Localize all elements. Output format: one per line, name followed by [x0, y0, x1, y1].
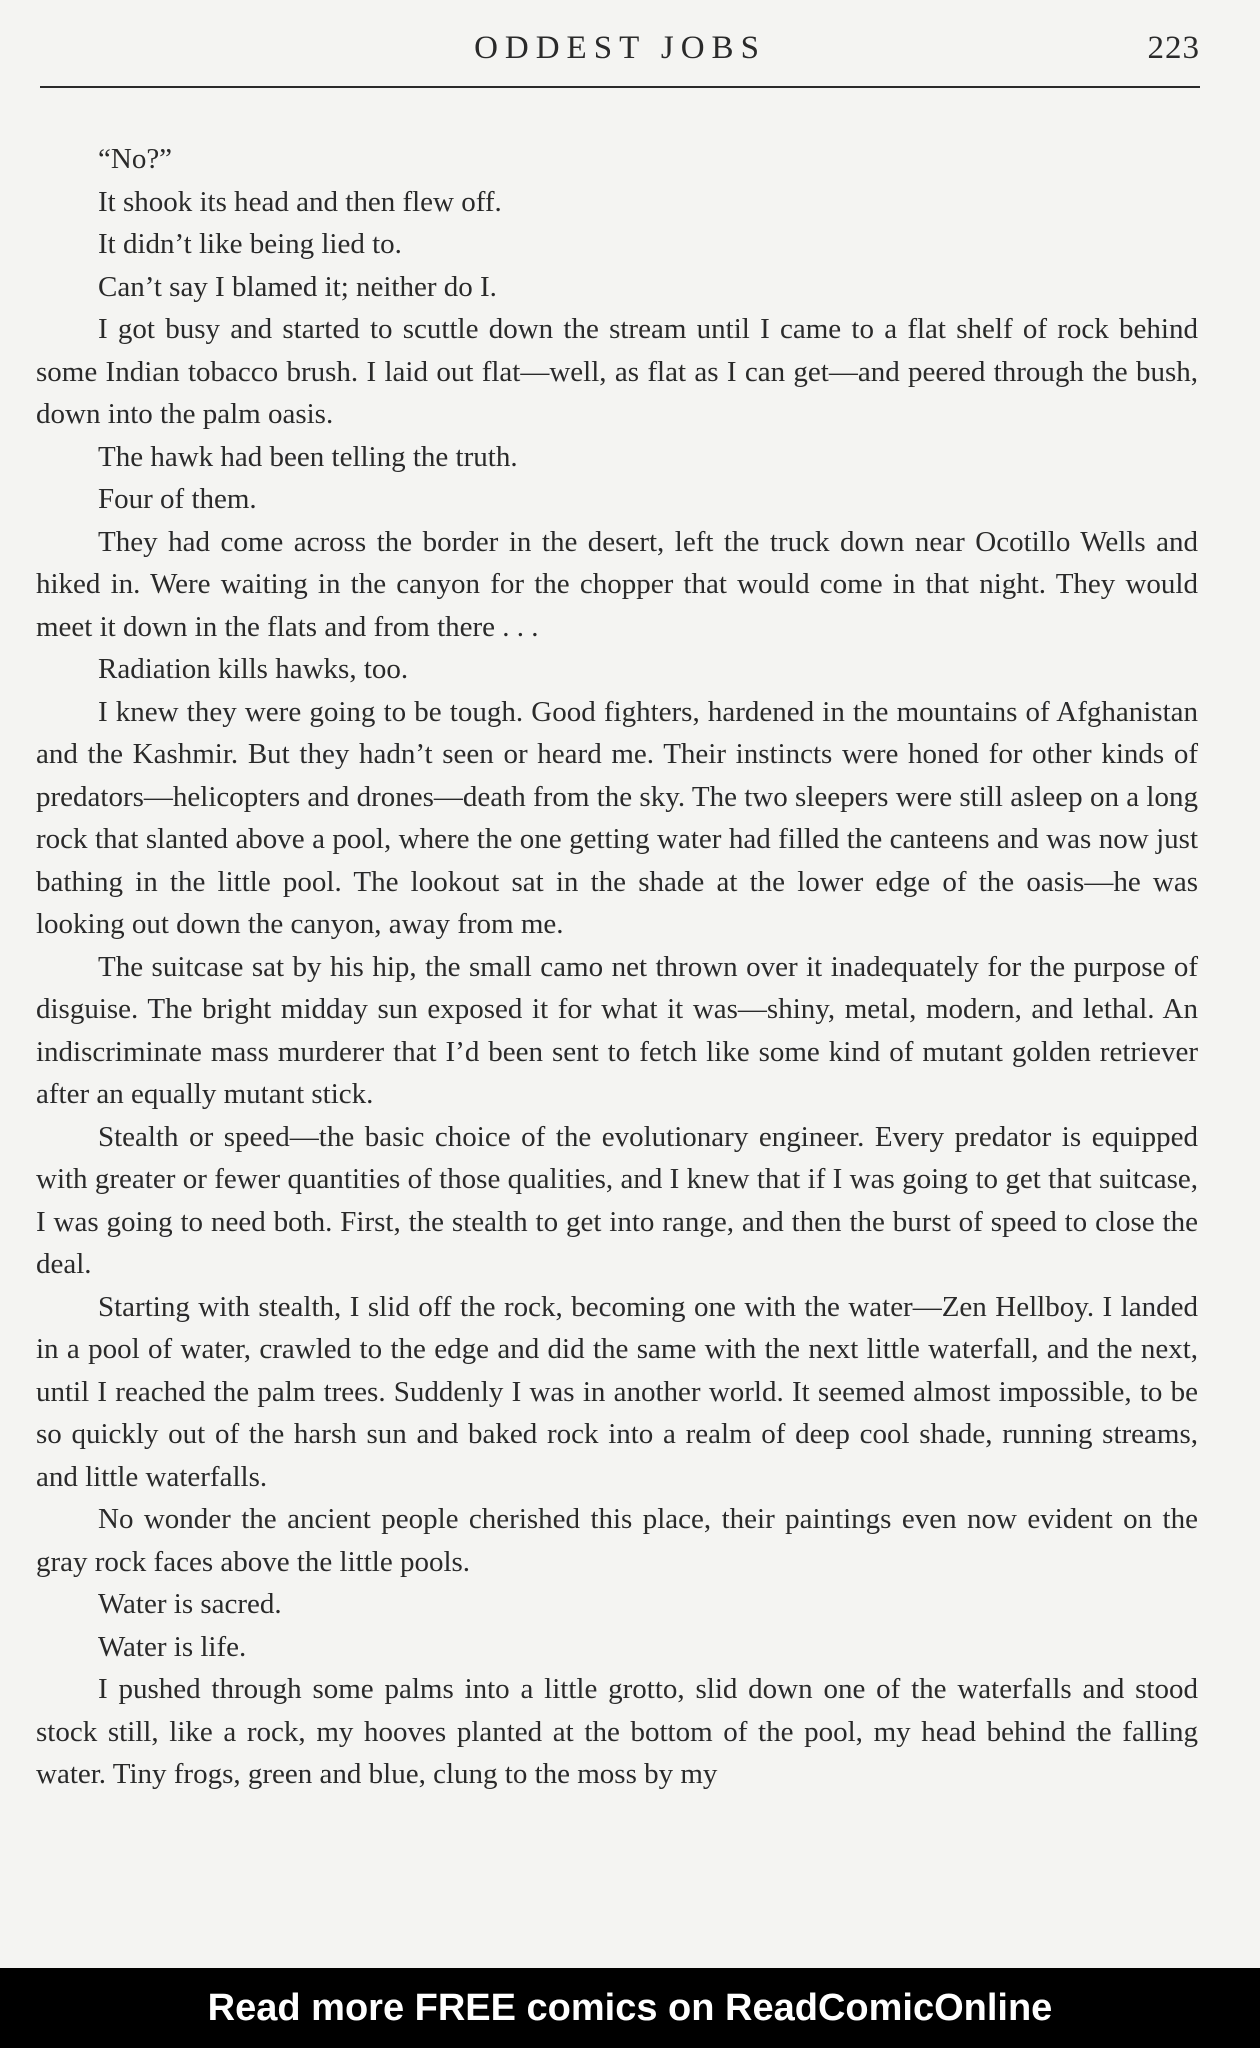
paragraph: Starting with stealth, I slid off the rock, becoming one with the water—Zen Hellboy. I landed in a pool of water, crawled to the edge and did the same with the next little waterfall, and the next, until I reached the palm trees. Suddenly I was in another world. It seemed almost impossible, to be so quickly out of the harsh sun and baked rock into a realm of deep cool shade, running streams, and little waterfalls. [36, 1290, 1198, 1493]
paragraph: They had come across the border in the desert, left the truck down near Ocotillo Wells and hiked in. Were waiting in the canyon for the chopper that would come in that night. They would meet it down in the flats and from there . . . [36, 525, 1198, 643]
promo-banner-text[interactable]: Read more FREE comics on ReadComicOnline [207, 1986, 1053, 2029]
paragraph: Stealth or speed—the basic choice of the evolutionary engineer. Every predator is equipped with greater or fewer quantities of those qualities, and I knew that if I was going to get that suitcase, I was going to need both. First, the stealth to get into range, and then the burst of speed to close the deal. [36, 1120, 1198, 1280]
promo-banner[interactable] [0, 1968, 1260, 2048]
paragraph: The suitcase sat by his hip, the small camo net thrown over it inadequately for the purpose of disguise. The bright midday sun exposed it for what it was—shiny, metal, modern, and lethal. An indiscriminate mass murderer that I’d been sent to fetch like some kind of mutant golden retriever after an equally mutant stick. [36, 950, 1198, 1110]
paragraph: I pushed through some palms into a little grotto, slid down one of the waterfalls and stood stock still, like a rock, my hooves planted at the bottom of the pool, my head behind the falling water. Tiny frogs, green and blue, clung to the moss by my [36, 1673, 1198, 1790]
paragraph: Can’t say I blamed it; neither do I. [98, 270, 497, 303]
page-header [40, 24, 1200, 88]
running-head: ODDEST JOBS [474, 30, 766, 66]
paragraph: The hawk had been telling the truth. [98, 440, 518, 473]
paragraph: Four of them. [98, 483, 257, 515]
page-number: 223 [1147, 30, 1200, 66]
body-text [36, 138, 1198, 1796]
paragraph: Water is sacred. [98, 1588, 282, 1620]
paragraph: It shook its head and then flew off. [98, 185, 502, 218]
paragraph: Water is life. [98, 1630, 247, 1663]
paragraph: I got busy and started to scuttle down the stream until I came to a flat shelf of rock behind some Indian tobacco brush. I laid out flat—well, as flat as I can get—and peered through the bush, down into the palm oasis. [36, 313, 1198, 430]
paragraph: “No?” [98, 143, 173, 175]
paragraph: It didn’t like being lied to. [98, 228, 402, 260]
paragraph: No wonder the ancient people cherished this place, their paintings even now evident on the gray rock faces above the little pools. [36, 1503, 1198, 1578]
paragraph: Radiation kills hawks, too. [98, 653, 409, 685]
paragraph: I knew they were going to be tough. Good fighters, hardened in the mountains of Afghanistan and the Kashmir. But they hadn’t seen or heard me. Their instincts were honed for other kinds of predators—helicopters and drones—death from the sky. The two sleepers were still asleep on a long rock that slanted above a pool, where the one getting water had filled the canteens and was now just bathing in the little pool. The lookout sat in the shade at the lower edge of the oasis—he was looking out down the canyon, away from me. [36, 695, 1198, 940]
